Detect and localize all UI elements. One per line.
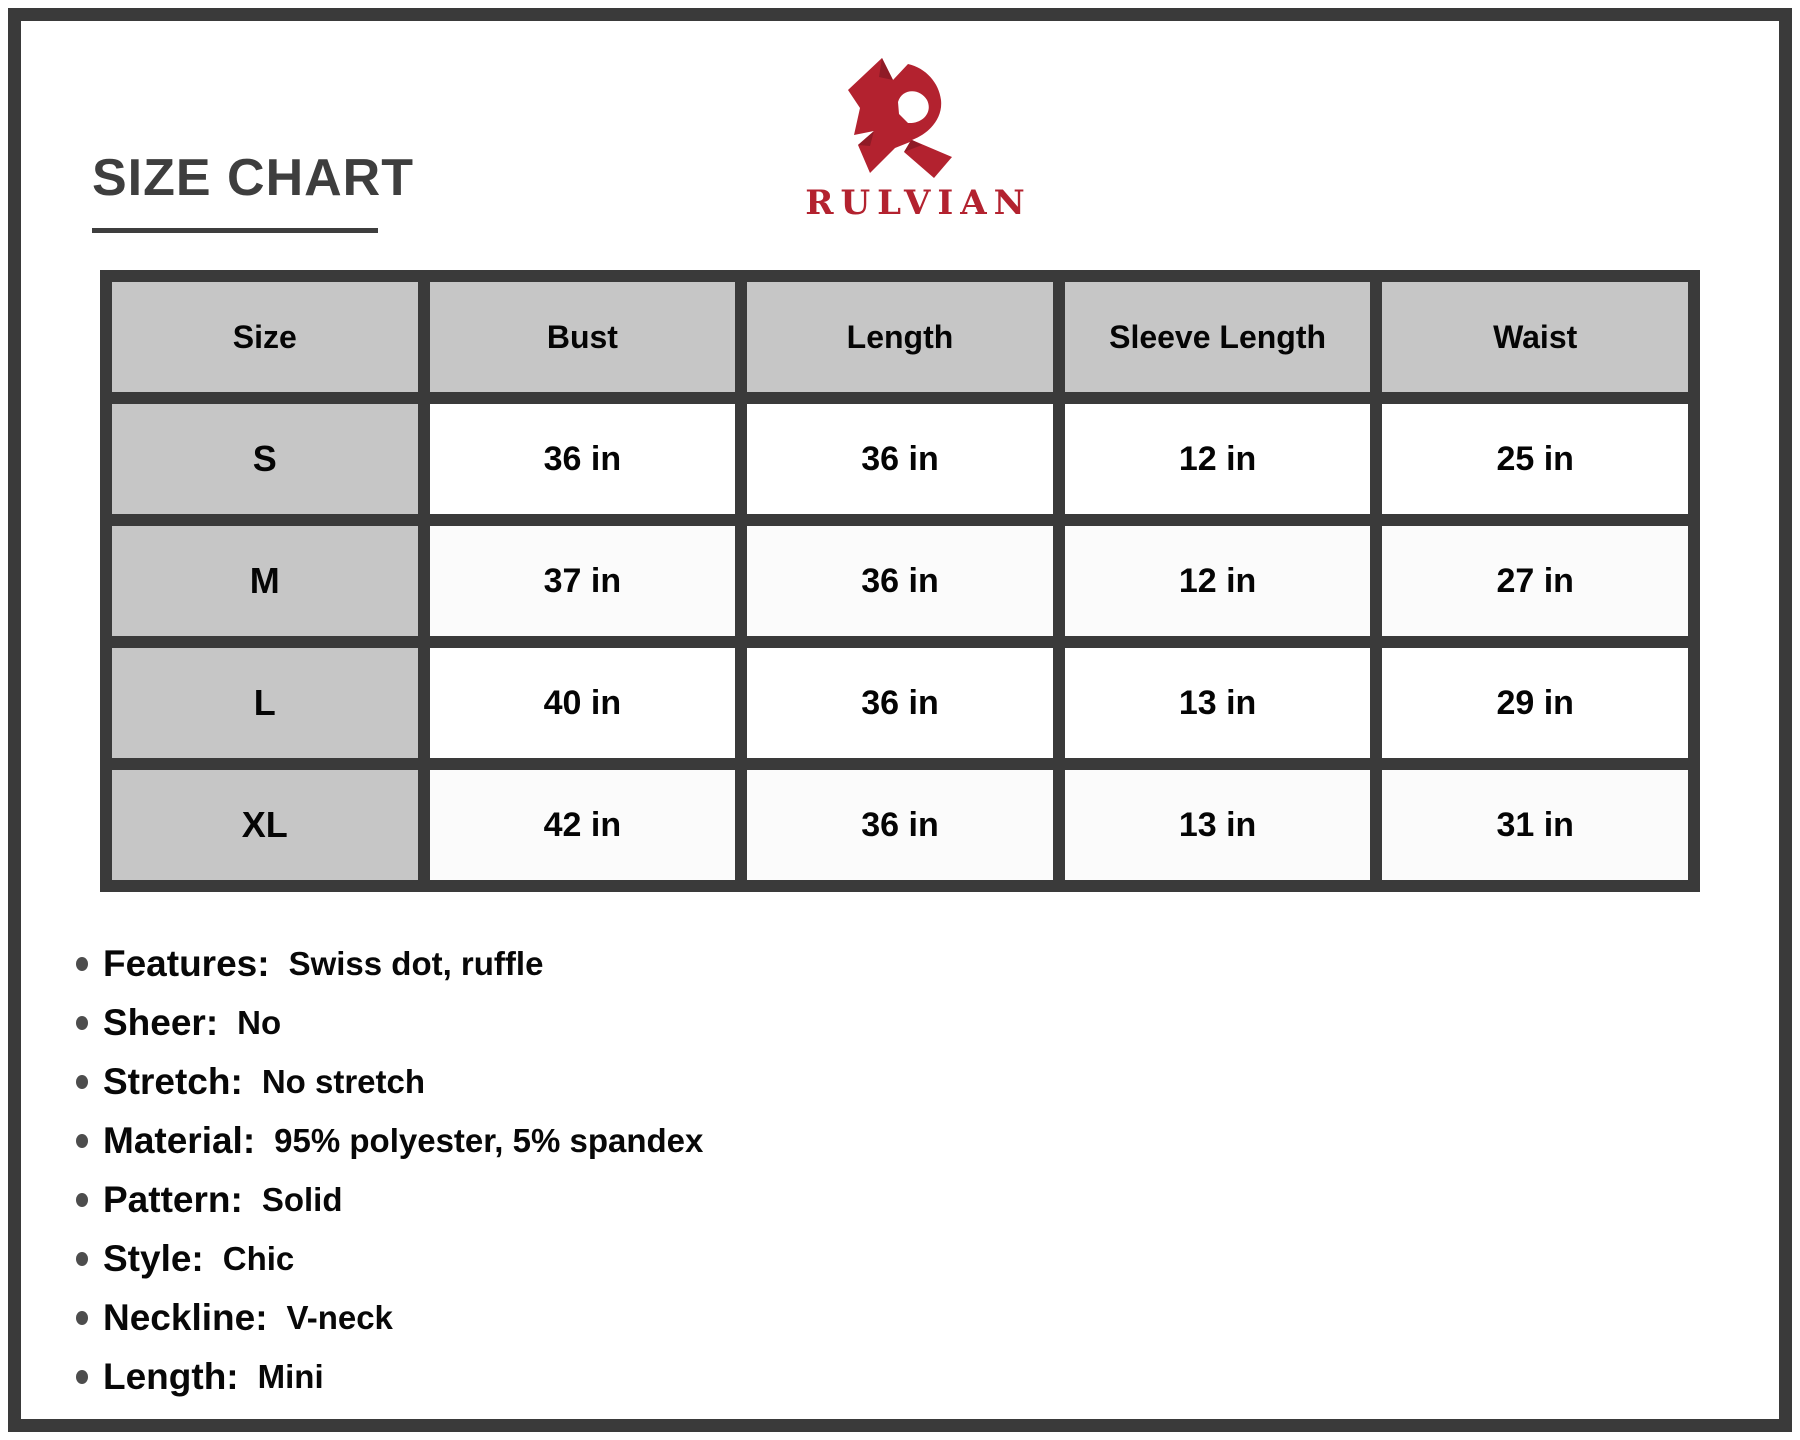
value-cell: 36 in (430, 404, 736, 514)
size-cell: M (112, 526, 418, 636)
size-cell: L (112, 648, 418, 758)
detail-value: Mini (257, 1357, 324, 1395)
table-row-xl (112, 770, 1688, 880)
list-item-style (76, 1229, 703, 1288)
bullet-icon (76, 1311, 88, 1325)
list-item-sheer (76, 993, 703, 1052)
detail-value: Chic (222, 1239, 295, 1277)
list-item-pattern (76, 1170, 703, 1229)
value-cell: 40 in (430, 648, 736, 758)
list-item-neckline (76, 1288, 703, 1347)
size-cell: S (112, 404, 418, 514)
value-cell: 36 in (747, 648, 1053, 758)
detail-label: Neckline: (103, 1296, 268, 1338)
detail-value: No stretch (261, 1062, 426, 1100)
list-item-length (76, 1347, 703, 1406)
bullet-icon (76, 1016, 88, 1030)
value-cell: 13 in (1065, 770, 1371, 880)
value-cell: 29 in (1382, 648, 1688, 758)
bullet-icon (76, 1134, 88, 1148)
bullet-icon (76, 1370, 88, 1384)
bullet-icon (76, 1075, 88, 1089)
value-cell: 13 in (1065, 648, 1371, 758)
table-row-s (112, 404, 1688, 514)
bullet-icon (76, 1252, 88, 1266)
value-cell: 31 in (1382, 770, 1688, 880)
detail-value: No (237, 1003, 282, 1041)
brand-logo (790, 50, 1040, 223)
detail-label: Material: (103, 1119, 256, 1161)
detail-label: Sheer: (103, 1001, 219, 1043)
detail-value: Solid (261, 1180, 343, 1218)
brand-name: RULVIAN (805, 183, 1032, 223)
value-cell: 36 in (747, 526, 1053, 636)
bullet-icon (76, 1193, 88, 1207)
list-item-stretch (76, 1052, 703, 1111)
value-cell: 12 in (1065, 404, 1371, 514)
value-cell: 37 in (430, 526, 736, 636)
list-item-features (76, 934, 703, 993)
value-cell: 27 in (1382, 526, 1688, 636)
list-item-material (76, 1111, 703, 1170)
detail-label: Style: (103, 1237, 204, 1279)
detail-value: V-neck (286, 1298, 393, 1336)
value-cell: 25 in (1382, 404, 1688, 514)
header-cell-length: Length (747, 282, 1053, 392)
header-cell-sleeve: Sleeve Length (1065, 282, 1371, 392)
table-row-m (112, 526, 1688, 636)
value-cell: 36 in (747, 770, 1053, 880)
value-cell: 12 in (1065, 526, 1371, 636)
table-row-l (112, 648, 1688, 758)
header-cell-waist: Waist (1382, 282, 1688, 392)
title-underline (92, 228, 378, 233)
detail-value: Swiss dot, ruffle (288, 944, 544, 982)
page-title: SIZE CHART (92, 149, 414, 207)
size-chart-table (100, 270, 1700, 892)
table-header-row (112, 282, 1688, 392)
detail-value: 95% polyester, 5% spandex (274, 1121, 704, 1159)
header-cell-bust: Bust (430, 282, 736, 392)
size-cell: XL (112, 770, 418, 880)
header-cell-size: Size (112, 282, 418, 392)
detail-label: Stretch: (103, 1060, 243, 1102)
brand-r-icon (840, 50, 990, 180)
detail-label: Pattern: (103, 1178, 243, 1220)
value-cell: 42 in (430, 770, 736, 880)
value-cell: 36 in (747, 404, 1053, 514)
bullet-icon (76, 957, 88, 971)
detail-label: Features: (103, 942, 270, 984)
product-details-list (76, 934, 703, 1406)
detail-label: Length: (103, 1355, 239, 1397)
